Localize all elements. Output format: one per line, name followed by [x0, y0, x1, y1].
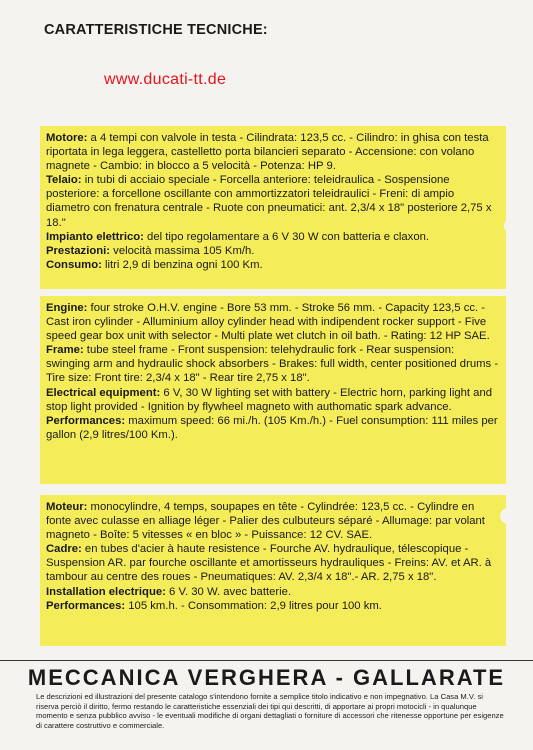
spec-cadre: Cadre: en tubes d'acier à haute resistence - Fourche AV. hydraulique, télescopique - Suspension AR. par fourche oscillante et amortisseurs hydrauliques - Freins: AV. et AR. à tambour au centre des roues - Pneumatiques: AV. 2,3/4 x 18".- AR. 2,75 x 18". [46, 543, 492, 584]
company-title: MECCANICA VERGHERA - GALLARATE [27, 665, 506, 690]
spec-prestazioni: Prestazioni: velocità massima 105 Km/h. [46, 244, 255, 257]
spec-consumo: Consumo: litri 2,9 di benzina ogni 100 Km. [46, 258, 263, 271]
italian-specs-panel [40, 126, 506, 289]
disclaimer-text: Le descrizioni ed illustrazioni del presente catalogo s'intendono fornite a semplice titolo indicativo e non impegnativo. La Casa M.V. si riserva perciò il diritto, fermo restando le caratteristiche essenziali dei tipi qui descritti, di apportare ai propri motocicli - in qualunque momento e senza pubblico avviso - le eventuali modifiche di organi dettagliati o forniture di accessori che ritenesse opportune per esigenze di carattere costruttivo e commerciale. [36, 692, 504, 730]
punch-hole [500, 508, 516, 524]
spec-frame: Frame: tube steel frame - Front suspension: telehydraulic fork - Rear suspension: swinging arm and hydraulic shock absorbers - Brakes: full width, center positioned drums - Tire size: Front tire: 2,3/4 x 18" - Rear tire 2,75 x 18". [46, 344, 499, 385]
watermark-url: www.ducati-tt.de [104, 71, 227, 88]
spec-performances: Performances: maximum speed: 66 mi./h. (105 Km./h.) - Fuel consumption: 111 miles per gallon (2,9 litres/100 Km.). [46, 414, 498, 441]
spec-electrical: Electrical equipment: 6 V, 30 W lighting set with battery - Electric horn, parking light and stop light provided - Ignition by flywheel magneto with authomatic spark advance. [46, 386, 493, 413]
punch-hole [504, 218, 520, 234]
page-heading: CARATTERISTICHE TECNICHE: [44, 22, 268, 38]
english-specs-panel [40, 296, 506, 484]
spec-moteur: Moteur: monocylindre, 4 temps, soupapes en tête - Cylindrée: 123,5 cc. - Cylindre en fonte avec culasse en alliage léger - Palier des culbuteurs séparé - Allumage: par volant magneto - Boîte: 5 vitesses « en bloc » - Puissance: 12 CV. SAE. [46, 501, 485, 542]
spec-engine: Engine: four stroke O.H.V. engine - Bore 53 mm. - Stroke 56 mm. - Capacity 123,5 cc. - Cast iron cylinder - Alluminium alloy cylinder head with indipendent rocker support - Five speed gear box unit with selector - Multi plate wet clutch in oil bath. - Rating: 12 HP SAE. [46, 302, 490, 343]
spec-installation: Installation electrique: 6 V. 30 W. avec batterie. [46, 585, 292, 598]
spec-telaio: Telaio: in tubi di acciaio speciale - Forcella anteriore: teleidraulica - Sospensione posteriore: a forcellone oscillante con ammortizzatori teleidraulici - Freni: di ampio diametro con frenatura centrale - Ruote con pneumatici: ant. 2,3/4 x 18" posteriore 2,75 x 18." [46, 174, 492, 229]
french-specs-panel [40, 495, 506, 646]
spec-performances-fr: Performances: 105 km.h. - Consommation: 2,9 litres pour 100 km. [46, 599, 382, 612]
footer-rule [0, 660, 533, 661]
spec-impianto-elettrico: Impianto elettrico: del tipo regolamentare a 6 V 30 W con batteria e claxon. [46, 230, 430, 243]
spec-motore: Motore: a 4 tempi con valvole in testa - Cilindrata: 123,5 cc. - Cilindro: in ghisa con testa riportata in lega leggera, castelletto porta bilancieri separato - Accensione: con volano magnete - Cambio: in blocco a 5 velocità - Potenza: HP 9. [46, 132, 489, 173]
